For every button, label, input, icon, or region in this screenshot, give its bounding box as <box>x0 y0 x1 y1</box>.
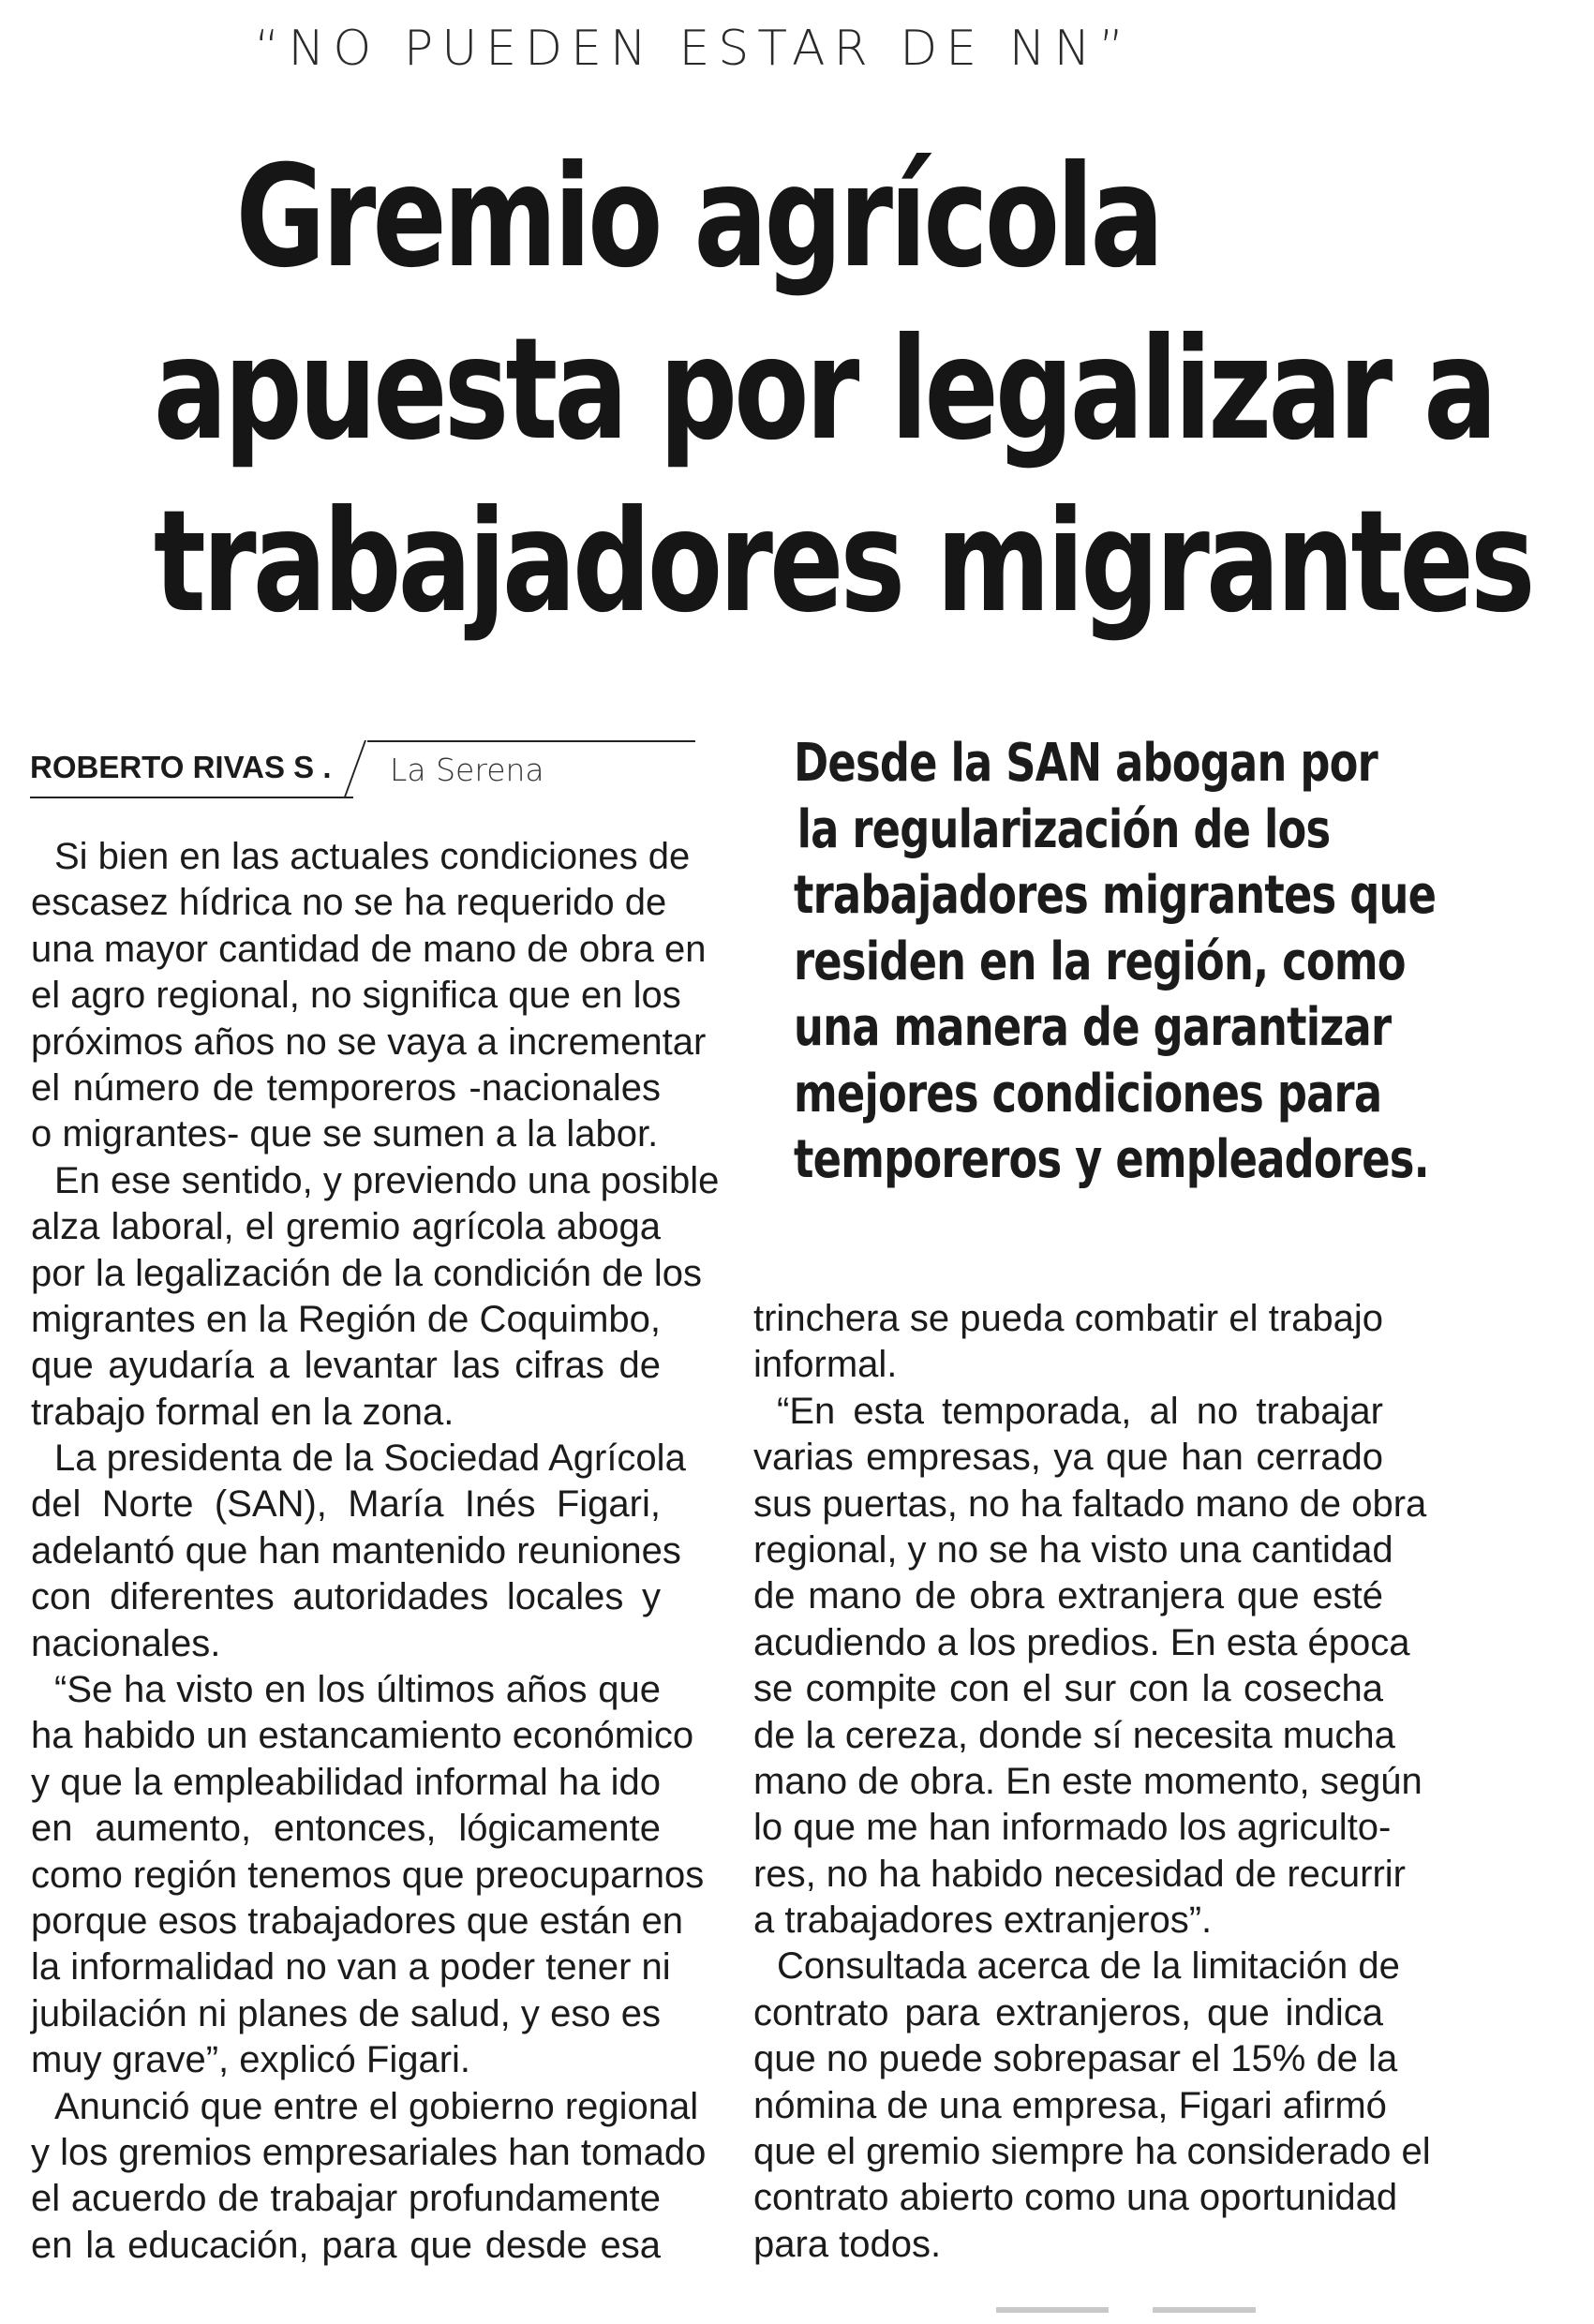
body-line: La presidenta de la Sociedad Agrícola <box>54 1438 686 1480</box>
body-line: en la educación, para que desde esa <box>31 2224 661 2266</box>
body-line: porque esos trabajadores que están en <box>31 1899 684 1942</box>
byline-location: La Serena <box>390 752 544 788</box>
body-line: Anunció que entre el gobierno regional <box>54 2085 699 2127</box>
body-line: muy grave”, explicó Figari. <box>31 2039 471 2081</box>
headline-line: trabajadores migrantes <box>153 481 1532 644</box>
byline-underline <box>30 797 353 798</box>
body-line: y que la empleabilidad informal ha ido <box>31 1761 661 1803</box>
byline <box>30 740 667 798</box>
pull-quote-line: la regularización de los <box>797 798 1331 860</box>
body-line: próximos años no se vaya a incrementar <box>31 1020 707 1063</box>
body-line: trinchera se pueda combatir el trabajo <box>753 1298 1383 1339</box>
pull-quote <box>794 731 1437 1194</box>
body-line: el agro regional, no significa que en los <box>31 975 681 1017</box>
body-line: mano de obra. En este momento, según <box>753 1760 1423 1802</box>
body-line: “En esta temporada, al no trabajar <box>777 1390 1383 1432</box>
body-line: el acuerdo de trabajar profundamente <box>31 2178 661 2220</box>
pull-quote-line: residen en la región, como <box>794 931 1406 992</box>
body-line: el número de temporeros -nacionales <box>31 1066 661 1109</box>
body-line: adelantó que han mantenido reuniones <box>31 1529 681 1572</box>
body-line: varias empresas, ya que han cerrado <box>753 1437 1383 1479</box>
body-line: se compite con el sur con la cosecha <box>753 1668 1383 1710</box>
body-line: migrantes en la Región de Coquimbo, <box>31 1298 661 1340</box>
body-line: una mayor cantidad de mano de obra en <box>31 928 707 970</box>
body-line: del Norte (SAN), María Inés Figari, <box>31 1483 661 1526</box>
body-line: ha habido un estancamiento económico <box>31 1715 694 1757</box>
body-line: nómina de una empresa, Figari afirmó <box>753 2084 1387 2126</box>
body-line: res, no ha habido necesidad de recurrir <box>753 1853 1406 1895</box>
body-line: acudiendo a los predios. En esta época <box>753 1621 1410 1663</box>
headline <box>153 131 1532 648</box>
body-left-column <box>31 834 720 2269</box>
body-line: Consultada acerca de la limitación de <box>777 1945 1400 1988</box>
byline-author: ROBERTO RIVAS S . <box>30 750 332 784</box>
body-line: que el gremio siempre ha considerado el <box>753 2131 1431 2173</box>
body-line: Si bien en las actuales condiciones de <box>54 836 691 877</box>
body-line: alza laboral, el gremio agrícola aboga <box>31 1206 661 1248</box>
body-line: contrato abierto como una oportunidad <box>753 2177 1398 2219</box>
pull-quote-line: Desde la SAN abogan por <box>794 733 1378 794</box>
body-line: a trabajadores extranjeros”. <box>753 1899 1213 1942</box>
body-line: con diferentes autoridades locales y <box>31 1576 661 1618</box>
body-line: regional, y no se ha visto una cantidad <box>753 1528 1393 1571</box>
headline-line: Gremio agrícola <box>235 136 1161 299</box>
byline-top-rule <box>367 740 695 742</box>
pull-quote-line: una manera de garantizar <box>794 997 1392 1058</box>
body-line: contrato para extranjeros, que indica <box>753 1991 1383 2034</box>
body-line: por la legalización de la condición de los <box>31 1252 703 1294</box>
body-line: la informalidad no van a poder tener ni <box>31 1946 671 1989</box>
body-line: en aumento, entonces, lógicamente <box>31 1808 661 1850</box>
body-line: “Se ha visto en los últimos años que <box>54 1669 661 1711</box>
bottom-edge-mark <box>996 2307 1109 2313</box>
body-line: En ese sentido, y previendo una posible <box>54 1159 720 1201</box>
kicker: “NO PUEDEN ESTAR DE NN” <box>254 21 1133 77</box>
body-line: de mano de obra extranjera que esté <box>753 1575 1383 1617</box>
body-line: lo que me han informado los agriculto- <box>753 1807 1392 1849</box>
body-line: que ayudaría a levantar las cifras de <box>31 1345 661 1387</box>
body-right-column <box>753 1296 1431 2268</box>
headline-line: apuesta por legalizar a <box>153 308 1495 471</box>
body-line: sus puertas, no ha faltado mano de obra <box>753 1482 1427 1525</box>
body-line: trabajo formal en la zona. <box>31 1391 454 1433</box>
body-line: informal. <box>753 1344 898 1386</box>
body-line: o migrantes- que se sumen a la labor. <box>31 1113 659 1155</box>
body-line: escasez hídrica no se ha requerido de <box>31 882 667 924</box>
body-line: jubilación ni planes de salud, y eso es <box>31 1992 661 2034</box>
body-line: como región tenemos que preocuparnos <box>31 1854 705 1896</box>
body-line: de la cereza, donde sí necesita mucha <box>753 1714 1395 1756</box>
byline-slash-divider <box>343 740 366 798</box>
pull-quote-line: temporeros y empleadores. <box>794 1129 1429 1190</box>
body-line: y los gremios empresariales han tomado <box>31 2131 707 2173</box>
body-line: nacionales. <box>31 1622 221 1664</box>
body-line: para todos. <box>753 2223 942 2265</box>
pull-quote-line: trabajadores migrantes que <box>794 865 1437 926</box>
pull-quote-line: mejores condiciones para <box>794 1063 1382 1125</box>
bottom-edge-mark <box>1153 2307 1256 2313</box>
body-line: que no puede sobrepasar el 15% de la <box>753 2038 1398 2080</box>
